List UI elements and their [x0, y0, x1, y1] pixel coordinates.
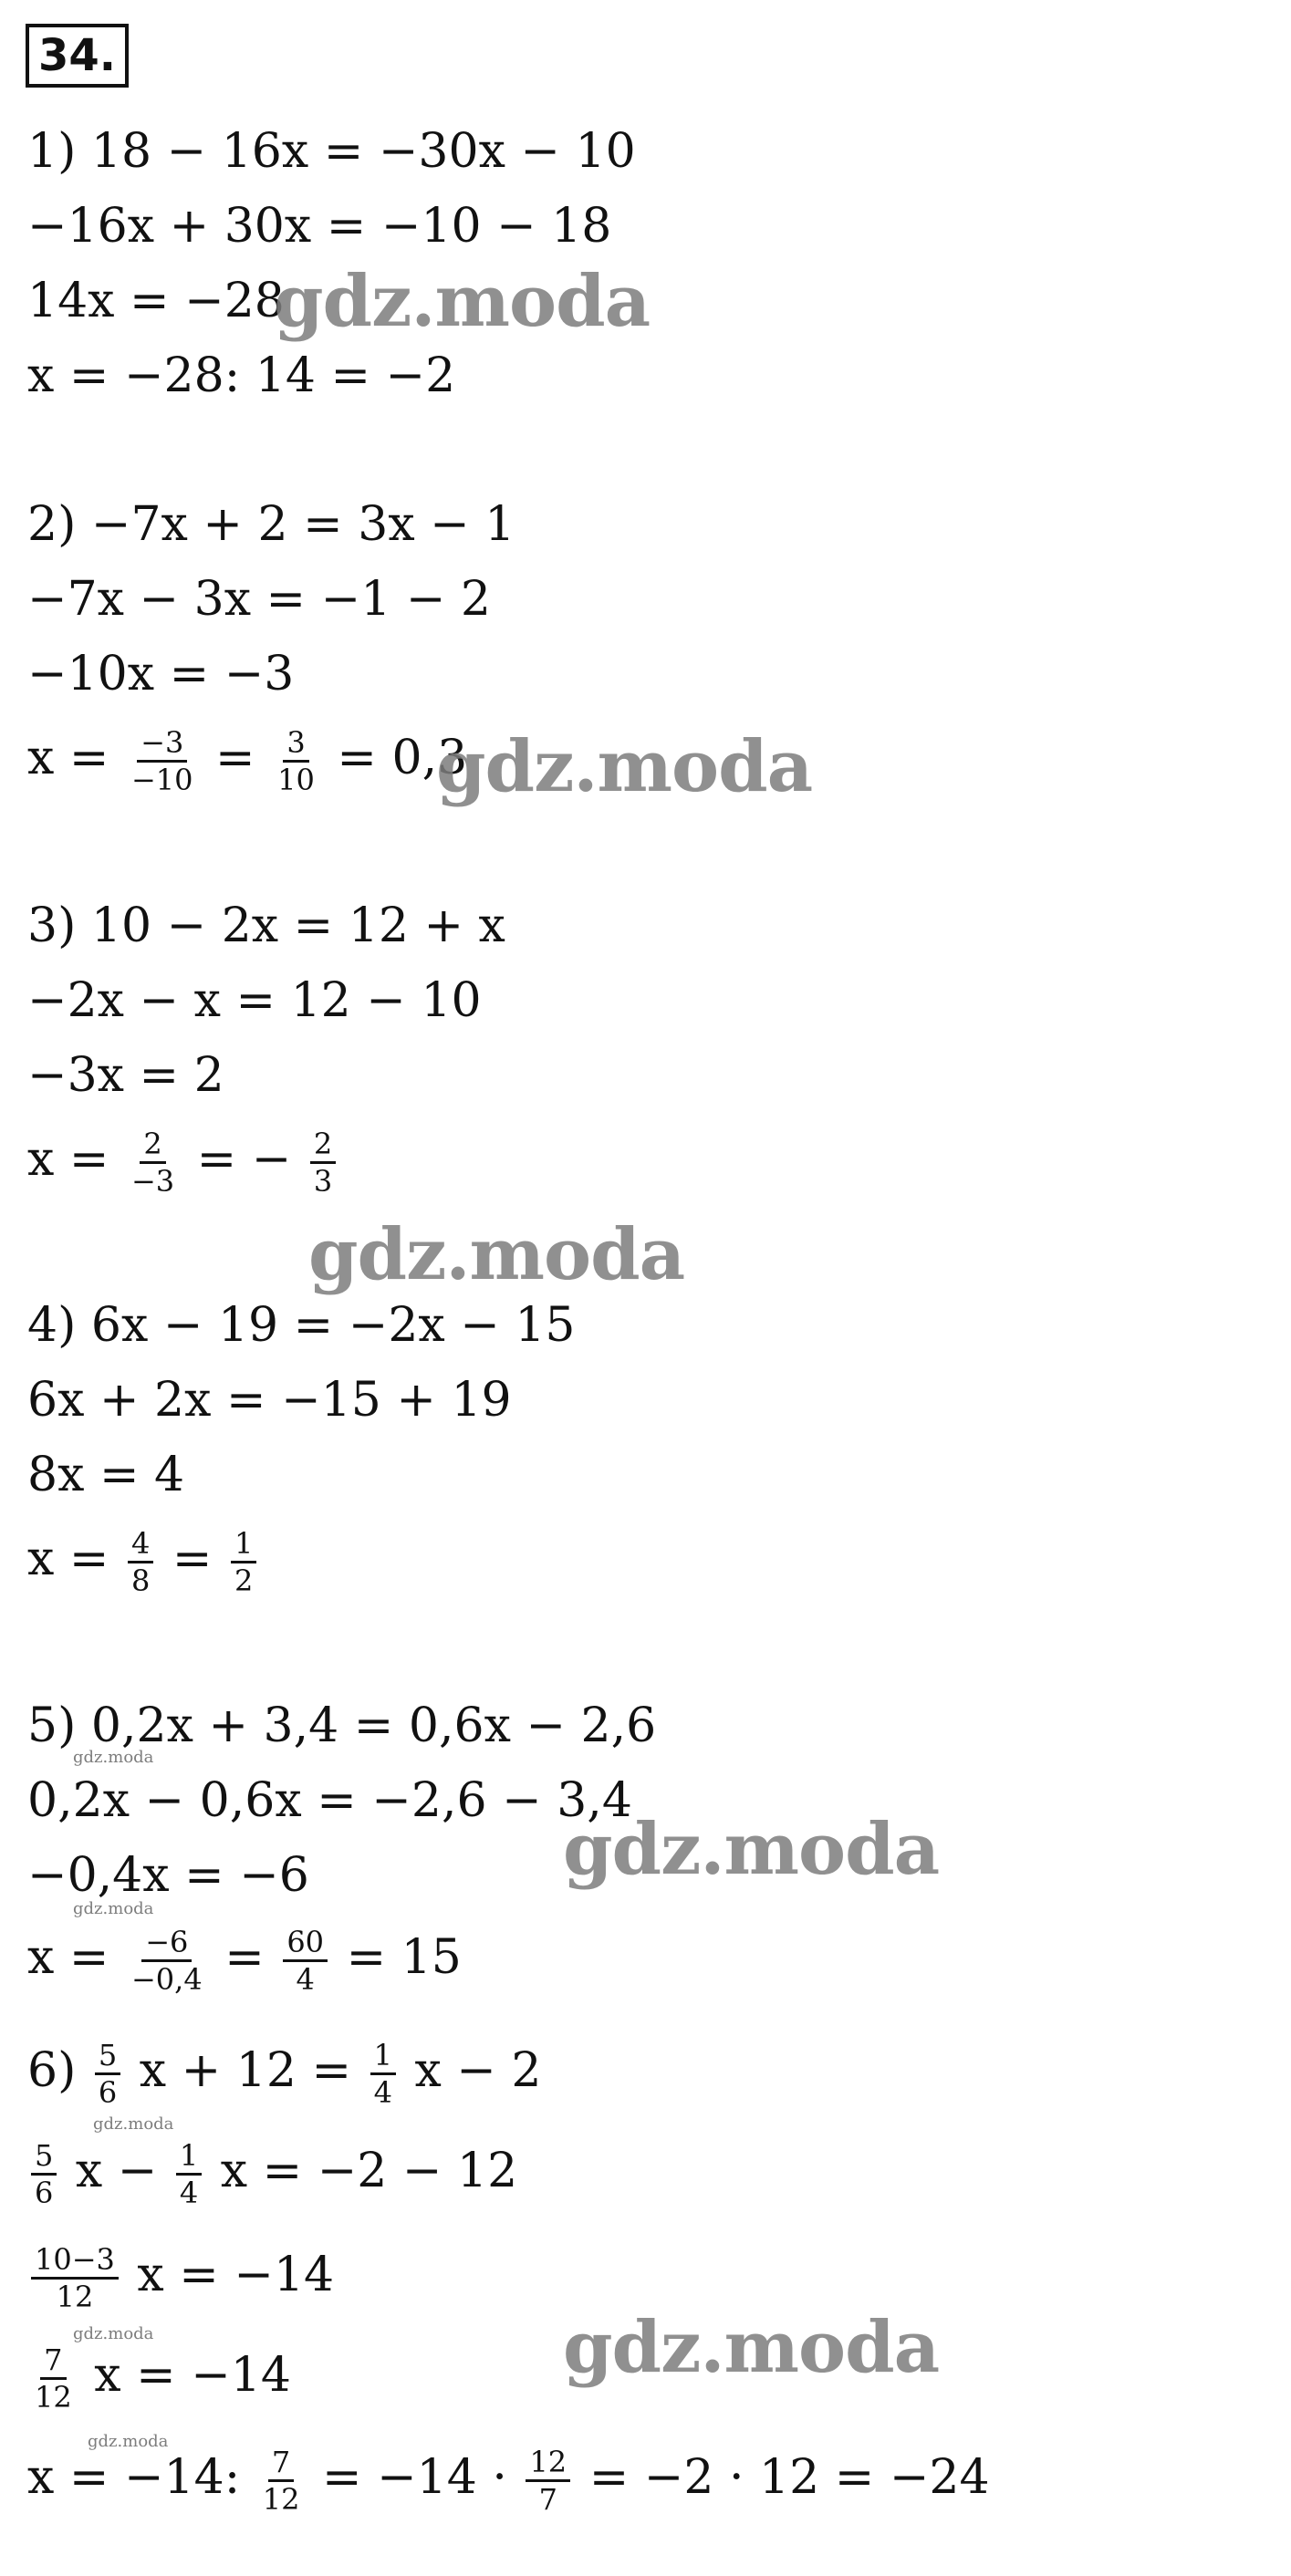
s6-l1-frac-2-den: 4: [373, 2075, 392, 2110]
s6-l3-frac: [31, 2242, 119, 2314]
s3-eq-1: 10 − 2x = 12 + x: [90, 898, 505, 953]
s2-frac-1: [128, 725, 197, 797]
s3-label: 3): [27, 898, 77, 953]
s3-frac-2: [310, 1127, 336, 1199]
s4-eq-1: 6x − 19 = −2x − 15: [90, 1298, 576, 1353]
s5-frac-2-den: 4: [296, 1962, 315, 1997]
s4-frac-2-den: 2: [234, 1563, 254, 1598]
s6-l5-frac-1-den: 12: [262, 2482, 300, 2517]
s6-line-5: [27, 2445, 990, 2517]
s4-eq: =: [172, 1532, 213, 1586]
s6-label: 6): [27, 2043, 77, 2098]
s3-line-2: −2x − x = 12 − 10: [27, 973, 482, 1028]
s6-l4-tail: x = −14: [94, 2348, 291, 2403]
s2-line-1: [27, 497, 515, 552]
s4-frac-2: [231, 1526, 256, 1598]
s4-frac-1: [128, 1526, 153, 1598]
s5-line-1: [27, 1698, 656, 1753]
s6-l2-frac-2-den: 4: [179, 2176, 199, 2210]
s5-line-2: 0,2x − 0,6x = −2,6 − 3,4: [27, 1773, 632, 1828]
s6-l1-tail: x − 2: [414, 2043, 542, 2098]
s6-l4-frac-den: 12: [35, 2380, 72, 2415]
s6-l3-tail: x = −14: [137, 2248, 335, 2302]
s6-l1-frac-2: [370, 2038, 396, 2110]
s6-l2-tail: x = −2 − 12: [220, 2144, 518, 2198]
s6-l1-frac-2-num: 1: [370, 2038, 396, 2075]
s3-line-1: [27, 898, 505, 953]
s4-frac-1-num: 4: [128, 1526, 153, 1563]
s6-l2-frac-2-num: 1: [176, 2138, 202, 2176]
s6-l5-frac-2-den: 7: [538, 2482, 557, 2517]
s1-line-2: −16x + 30x = −10 − 18: [27, 199, 612, 254]
s4-frac-1-den: 8: [130, 1563, 151, 1598]
watermark-small: gdz.moda: [73, 1748, 154, 1767]
watermark: gdz.moda: [563, 2306, 940, 2389]
s6-l5-frac-1-num: 7: [268, 2445, 294, 2482]
s1-line-1: [27, 124, 636, 179]
s6-l2-frac-2: [176, 2138, 202, 2210]
s3-frac-1-num: 2: [140, 1127, 165, 1164]
s6-l5-frac-2: [526, 2445, 570, 2517]
s4-label: 4): [27, 1298, 77, 1353]
s2-lhs: x =: [27, 731, 109, 785]
s6-l5-mid: = −14 ·: [322, 2450, 507, 2505]
s4-line-2: 6x + 2x = −15 + 19: [27, 1373, 512, 1428]
s3-frac-1-den: −3: [130, 1164, 175, 1199]
s6-l4-frac: [31, 2342, 76, 2415]
s6-l3-frac-num: 10−3: [31, 2242, 119, 2280]
s2-frac-1-num: −3: [137, 725, 187, 763]
s1-label: 1): [27, 124, 77, 179]
s2-frac-2: [274, 725, 318, 797]
watermark-small: gdz.moda: [73, 1899, 154, 1918]
s5-frac-1-num: −6: [141, 1925, 192, 1962]
s6-l1-frac-1-num: 5: [95, 2038, 120, 2075]
s2-line-3: −10x = −3: [27, 647, 295, 701]
s6-l2-frac-1-num: 5: [31, 2138, 57, 2176]
s2-frac-2-den: 10: [277, 763, 315, 797]
watermark-small: gdz.moda: [73, 2324, 154, 2343]
s6-l4-frac-num: 7: [40, 2342, 66, 2380]
s5-frac-2: [283, 1925, 328, 1997]
s6-line-2: [27, 2138, 517, 2210]
s6-l2-frac-1: [31, 2138, 57, 2210]
s5-line-3: −0,4x = −6: [27, 1848, 309, 1903]
s3-frac-2-num: 2: [310, 1127, 336, 1164]
s5-frac-2-num: 60: [283, 1925, 328, 1962]
s4-lhs: x =: [27, 1532, 109, 1586]
s6-l2-mid: x −: [75, 2144, 158, 2198]
s2-line-4: [27, 725, 467, 797]
s3-eq: = −: [196, 1132, 292, 1187]
watermark-small: gdz.moda: [93, 2114, 174, 2134]
s2-line-2: −7x − 3x = −1 − 2: [27, 572, 492, 627]
s6-l5-frac-2-num: 12: [526, 2445, 570, 2482]
s1-line-3: 14x = −28: [27, 274, 285, 328]
s4-line-3: 8x = 4: [27, 1448, 185, 1502]
s3-frac-2-den: 3: [313, 1164, 333, 1199]
s3-line-3: −3x = 2: [27, 1048, 224, 1103]
s5-frac-1-den: −0,4: [130, 1962, 203, 1997]
s6-line-4: [27, 2342, 291, 2415]
s6-l5-frac-1: [259, 2445, 304, 2517]
problem-number: 34.: [26, 24, 129, 88]
s5-tail: = 15: [346, 1930, 462, 1985]
s1-line-4: x = −28: 14 = −2: [27, 348, 456, 403]
s6-l1-frac-1: [95, 2038, 120, 2110]
watermark: gdz.moda: [274, 260, 651, 343]
s6-l1-mid: x + 12 =: [139, 2043, 352, 2098]
s2-label: 2): [27, 497, 77, 552]
s5-line-4: [27, 1925, 462, 1997]
s2-frac-2-num: 3: [283, 725, 308, 763]
s3-line-4: [27, 1127, 339, 1199]
s3-frac-1: [128, 1127, 178, 1199]
s5-label: 5): [27, 1698, 77, 1753]
s2-eq-1: −7x + 2 = 3x − 1: [90, 497, 515, 552]
s1-eq-1: 18 − 16x = −30x − 10: [90, 124, 636, 179]
s5-lhs: x =: [27, 1930, 109, 1985]
watermark-small: gdz.moda: [88, 2432, 169, 2451]
s5-eq: =: [224, 1930, 265, 1985]
s5-frac-1: [128, 1925, 206, 1997]
s4-frac-2-num: 1: [231, 1526, 256, 1563]
s6-line-3: [27, 2242, 334, 2314]
s4-line-4: [27, 1526, 260, 1598]
s2-tail: = 0,3: [337, 731, 468, 785]
s3-lhs: x =: [27, 1132, 109, 1187]
s6-l3-frac-den: 12: [56, 2280, 94, 2314]
s6-l1-frac-1-den: 6: [98, 2075, 118, 2110]
s5-eq-1: 0,2x + 3,4 = 0,6x − 2,6: [90, 1698, 657, 1753]
s2-frac-1-den: −10: [130, 763, 193, 797]
s6-l5-lhs: x = −14:: [27, 2450, 241, 2505]
s2-eq: =: [215, 731, 255, 785]
s6-line-1: [27, 2038, 542, 2110]
watermark: gdz.moda: [308, 1213, 685, 1296]
s4-line-1: [27, 1298, 576, 1353]
watermark: gdz.moda: [563, 1808, 940, 1891]
s6-l2-frac-1-den: 6: [35, 2176, 54, 2210]
watermark: gdz.moda: [436, 725, 813, 808]
s6-l5-tail: = −2 · 12 = −24: [588, 2450, 990, 2505]
